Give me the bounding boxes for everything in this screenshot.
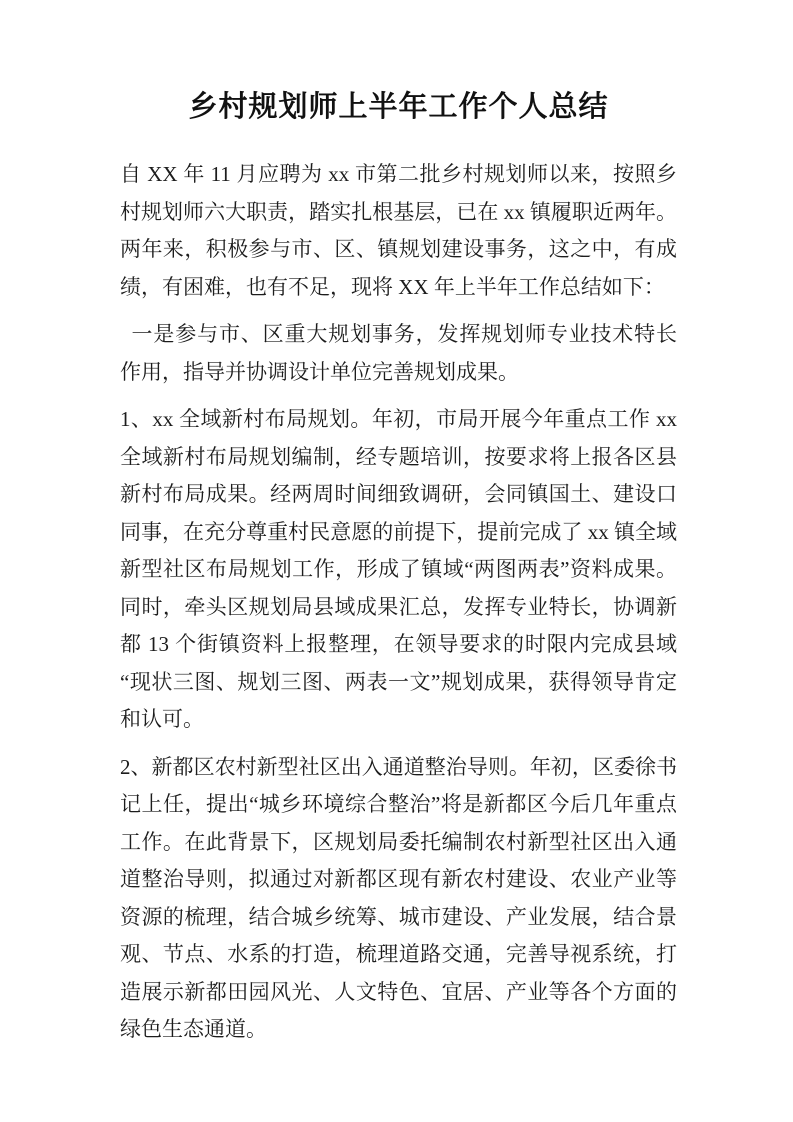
paragraph-item-2: 2、新都区农村新型社区出入通道整治导则。年初，区委徐书记上任，提出“城乡环境综合整治”将是新都区今后几年重点工作。在此背景下，区规划局委托编制农村新型社区出入通道整治导则，拟通过对新都区现有新农村建设、农业产业等资源的梳理，结合城乡统筹、城市建设、产业发展，结合景观、节点、水系的打造，梳理道路交通，完善导视系统，打造展示新都田园风光、人文特色、宜居、产业等各个方面的绿色生态通道。 — [120, 754, 677, 1041]
paragraph-intro: 自 XX 年 11 月应聘为 xx 市第二批乡村规划师以来，按照乡村规划师六大职责，踏实扎根基层，已在 xx 镇履职近两年。两年来，积极参与市、区、镇规划建设事务，这之中，有成绩，有困难，也有不足，现将 XX 年上半年工作总结如下： — [120, 162, 677, 299]
document-content — [120, 0, 677, 1059]
paragraph-section-one: 一是参与市、区重大规划事务，发挥规划师专业技术特长作用，指导并协调设计单位完善规划成果。 — [120, 322, 677, 384]
paragraph-item-1: 1、xx 全域新村布局规划。年初，市局开展今年重点工作 xx 全域新村布局规划编制，经专题培训，按要求将上报各区县新村布局成果。经两周时间细致调研，会同镇国土、建设口同事，在充分尊重村民意愿的前提下，提前完成了 xx 镇全域新型社区布局规划工作，形成了镇域“两图两表”资料成果。同时，牵头区规划局县域成果汇总，发挥专业特长，协调新都 13 个街镇资料上报整理，在领导要求的时限内完成县域“现状三图、规划三图、两表一文”规划成果，获得领导肯定和认可。 — [120, 407, 677, 731]
document-title: 乡村规划师上半年工作个人总结 — [188, 91, 609, 123]
